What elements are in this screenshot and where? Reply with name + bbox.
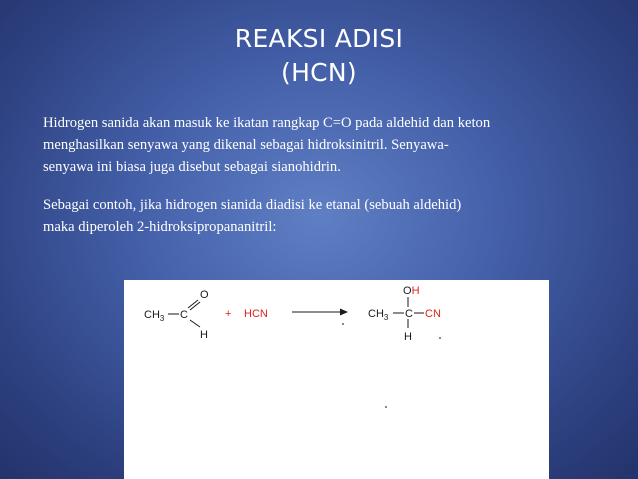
reactant-double-bond-b (190, 302, 200, 310)
reaction-diagram (124, 280, 549, 479)
paragraph-1-line-1: Hidrogen sanida akan masuk ke ikatan rangkap C=O pada aldehid dan keton (43, 115, 491, 131)
title-line-1: REAKSI ADISI (234, 24, 404, 53)
artifact-dot-2 (439, 337, 441, 339)
product-hydroxyl: OH (403, 285, 420, 297)
paragraph-1-line-2: menghasilkan senyawa yang dikenal sebagai hidroksinitril. Senyawa- (43, 137, 449, 153)
product-methyl: $CH_3$ (368, 308, 389, 322)
paragraph-1-line-3: senyawa ini biasa juga disebut sebagai sianohidrin. (43, 159, 341, 175)
product-carbon: C (405, 308, 413, 320)
title-line-2: (HCN) (281, 58, 357, 87)
reaction-arrowhead (340, 309, 348, 316)
reactant-hydrogen: H (200, 329, 208, 341)
paragraph-2-line-2: maka diperoleh 2-hidroksipropananitril: (43, 219, 277, 235)
reactant-methyl: $CH_3$ (144, 309, 165, 323)
plus-sign: + (225, 308, 232, 320)
artifact-dot-1 (342, 323, 344, 325)
artifact-dot-3 (385, 406, 387, 408)
slide-body (43, 112, 613, 238)
reactant-oxygen: O (200, 289, 209, 301)
product-nitrile: CN (425, 308, 441, 320)
paragraph-2-line-1: Sebagai contoh, jika hidrogen sianida diadisi ke etanal (sebuah aldehid) (43, 197, 462, 213)
reactant-double-bond-a (188, 300, 198, 308)
slide-title (0, 22, 638, 90)
product-hydrogen: H (404, 331, 412, 343)
reagent-hcn: HCN (244, 308, 268, 320)
reaction-svg (124, 280, 549, 479)
reactant-bond-c-h (190, 320, 200, 327)
reactant-carbon: C (180, 309, 188, 321)
